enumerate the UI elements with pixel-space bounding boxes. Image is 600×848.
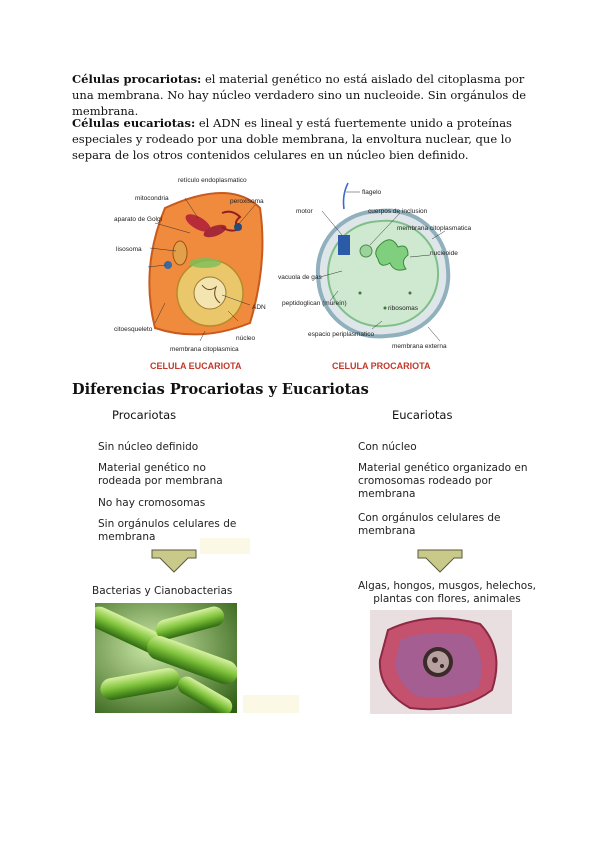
- left-item-3: No hay cromosomas: [98, 497, 206, 509]
- label-membrana-eu: membrana citoplasmica: [170, 346, 239, 353]
- left-arrow-highlight: [200, 538, 250, 554]
- eucariotas-paragraph: [72, 115, 532, 163]
- left-item-1: Sin núcleo definido: [98, 441, 199, 453]
- left-header: Procariotas: [112, 408, 177, 422]
- procariotas-text: el material genético no está aislado del citoplasma por una membrana. No hay núcleo verdadero sino un nucleoide. Sin orgánulos de membrana.: [72, 72, 527, 118]
- label-citoesqueleto: citoesqueleto: [114, 326, 153, 333]
- caption-eukaryote: CELULA EUCARIOTA: [150, 361, 242, 371]
- label-nucleo: núcleo: [236, 335, 256, 342]
- label-vacuola: vacuola de gas: [278, 274, 322, 281]
- label-motor: motor: [296, 208, 313, 215]
- right-arrow: [416, 548, 464, 574]
- left-item-2: Material genético no rodeada por membrana: [98, 462, 223, 487]
- left-result: Bacterias y Cianobacterias: [92, 585, 233, 597]
- right-item-3: Con orgánulos celulares de membrana: [358, 512, 501, 537]
- right-result: Algas, hongos, musgos, helechos, plantas con flores, animales: [357, 580, 537, 605]
- section-heading: Diferencias Procariotas y Eucariotas: [72, 381, 369, 398]
- label-ribosoma: ribosomas: [388, 305, 418, 312]
- right-header: Eucariotas: [392, 408, 453, 422]
- prokaryote-cell: [313, 183, 453, 341]
- left-item-4: Sin orgánulos celulares de membrana: [98, 518, 237, 543]
- left-arrow: [150, 548, 198, 574]
- eukaryote-cell: [148, 193, 262, 341]
- label-golgi: aparato de Golgi: [114, 216, 163, 223]
- right-item-2: Material genético organizado en cromosomas rodeado por membrana: [358, 462, 528, 500]
- procariotas-paragraph: [72, 71, 532, 119]
- label-membrana-pro: membrana citoplasmatica: [397, 225, 472, 232]
- caption-prokaryote: CELULA PROCARIOTA: [332, 361, 431, 371]
- eucariotas-text: el ADN es lineal y está fuertemente unido a proteínas especiales y rodeado por una doble membrana, la envoltura nuclear, que lo separa de los otros contenidos celulares en un núcleo bien definido.: [72, 116, 512, 162]
- right-item-1: Con núcleo: [358, 441, 417, 453]
- eucariotas-term: Células eucariotas:: [72, 116, 196, 130]
- procariotas-term: Células procariotas:: [72, 72, 202, 86]
- bacteria-image: [95, 603, 237, 713]
- label-externa: membrana externa: [392, 343, 447, 350]
- label-mitocondria: mitocondria: [135, 195, 169, 202]
- label-inclusion: cuerpos de inclusion: [368, 208, 428, 215]
- label-lisosoma: lisosoma: [116, 246, 142, 253]
- label-nucleoide: nucleoide: [430, 250, 458, 257]
- cell-diagram: [110, 173, 495, 373]
- label-flagelo: flagelo: [362, 189, 382, 196]
- label-peroxisoma: peroxisoma: [230, 198, 264, 205]
- label-espacio: espacio periplasmatico: [308, 331, 375, 338]
- animal-cell-image: [370, 610, 512, 714]
- label-reticulo: retículo endoplasmatico: [178, 177, 247, 184]
- bacteria-highlight: [243, 695, 299, 713]
- label-peptido: peptidoglican (mureín): [282, 300, 347, 307]
- label-adn: ADN: [252, 304, 266, 311]
